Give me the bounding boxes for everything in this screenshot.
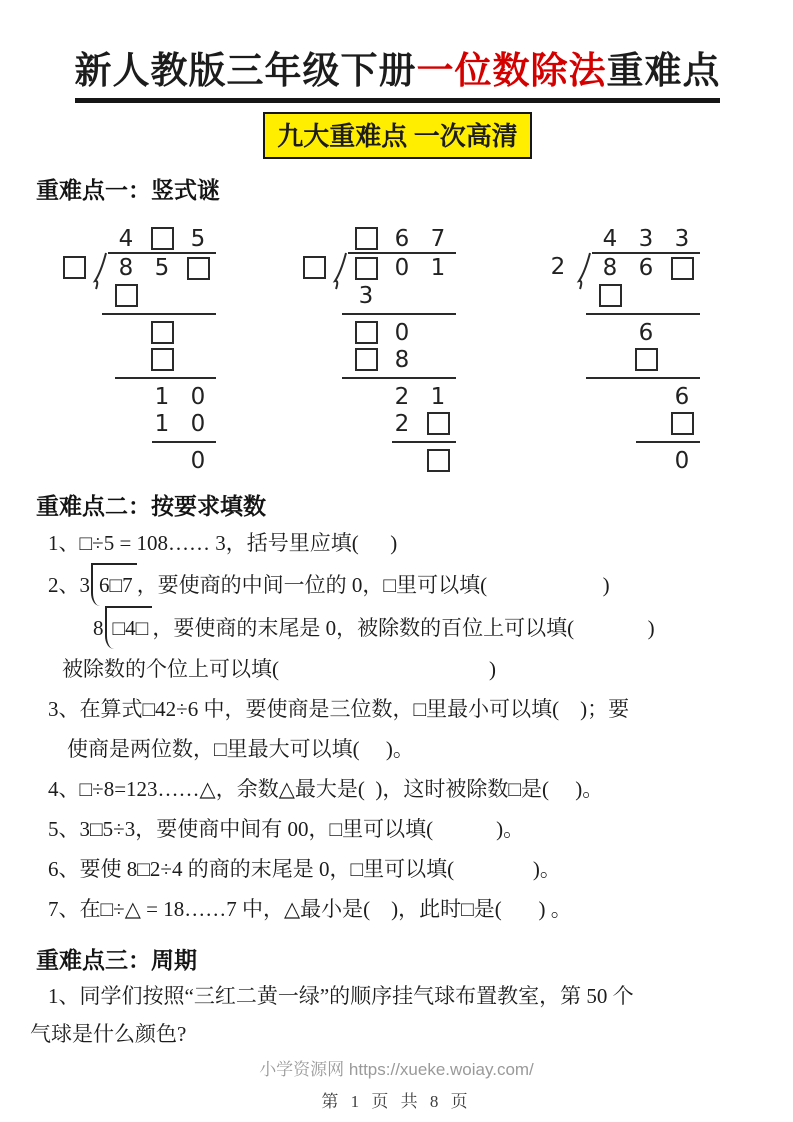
digit-cell [180, 255, 216, 282]
digit-cell [628, 346, 664, 373]
empty-cell [664, 282, 700, 309]
digit-cell: 0 [190, 447, 206, 474]
digit-cell [592, 282, 628, 309]
blank-box [355, 227, 378, 250]
question-text: ，要使商的中间一位的 0，□里可以填( ) [136, 573, 610, 597]
question-line [30, 563, 765, 606]
digit-cell [56, 252, 92, 282]
question-text: 7、在□÷△ = 18……7 中，△最小是( )，此时□是( ) 。 [48, 897, 572, 921]
digit-cell: 1 [154, 383, 170, 410]
digit-cell: 0 [394, 255, 410, 281]
digit-cell: 0 [190, 383, 206, 410]
dividend [592, 252, 700, 282]
work-row [592, 319, 700, 346]
digit-cell: 2 [550, 254, 566, 280]
work-row [108, 346, 216, 373]
work-row [348, 410, 456, 437]
question-text: 2、 [48, 573, 80, 597]
digit-cell: 2 [394, 383, 410, 410]
digit-cell: 1 [154, 410, 170, 437]
rule-line [342, 377, 456, 379]
digit-cell [348, 346, 384, 373]
digit-cell [348, 319, 384, 346]
digit-cell: 7 [430, 225, 446, 252]
question-text: 使商是两位数，□里最大可以填( )。 [67, 737, 414, 761]
division-puzzle [540, 225, 700, 474]
digit-cell: 3 [358, 282, 374, 309]
divisor [56, 252, 92, 282]
blank-box [355, 348, 378, 371]
blank-box [635, 348, 658, 371]
divisor-dividend-row [56, 252, 216, 282]
question-text: 6、要使 8□2÷4 的商的末尾是 0，□里可以填( )。 [48, 857, 561, 881]
question-text: 1、同学们按照“三红二黄一绿”的顺序挂气球布置教室，第 50 个 [48, 984, 634, 1008]
section3-heading: 重难点三：周期 [36, 948, 197, 973]
empty-cell [592, 346, 628, 373]
blank-box [303, 256, 326, 279]
digit-cell: 3 [638, 225, 654, 252]
title-accent: 一位数除法 [416, 51, 607, 92]
digit-cell [348, 225, 384, 252]
divisor-dividend-row [296, 252, 456, 282]
blank-box [427, 412, 450, 435]
digit-cell [664, 410, 700, 437]
question-line [30, 889, 765, 929]
blank-box [355, 257, 378, 280]
empty-cell [384, 282, 420, 309]
digit-cell: 0 [190, 410, 206, 437]
blank-box [671, 257, 694, 280]
empty-cell [108, 383, 144, 410]
empty-cell [420, 346, 456, 373]
empty-cell [180, 346, 216, 373]
blank-box [671, 412, 694, 435]
digit-cell: 6 [394, 225, 410, 252]
digit-cell [348, 255, 384, 282]
empty-cell [628, 447, 664, 474]
digit-cell [664, 255, 700, 282]
digit-cell: 4 [602, 225, 618, 252]
blank-box [599, 284, 622, 307]
work-row [592, 410, 700, 437]
question-text: 4、□÷8=123……△，余数△最大是( )，这时被除数□是( )。 [48, 777, 604, 801]
footer-page-number: 第 1 页 共 8 页 [321, 1092, 472, 1111]
empty-cell [628, 282, 664, 309]
work-row [108, 319, 216, 346]
question-line [30, 977, 765, 1015]
inline-long-division [93, 606, 152, 649]
puzzles-row [30, 225, 765, 475]
division-bracket-icon [576, 252, 592, 282]
blank-box [151, 348, 174, 371]
question-line [30, 523, 765, 563]
digit-cell: 6 [674, 383, 690, 410]
blank-box [151, 227, 174, 250]
title-underline [75, 98, 720, 103]
digit-cell: 4 [118, 225, 134, 252]
page-footer [0, 1055, 793, 1112]
question-text: 被除数的个位上可以填( ) [62, 657, 496, 681]
section1-heading: 重难点一：竖式谜 [36, 178, 220, 203]
digit-cell: 3 [674, 225, 690, 252]
question-line [30, 1015, 765, 1053]
digit-cell: 8 [394, 346, 410, 373]
question-line [30, 769, 765, 809]
work-row [592, 282, 700, 309]
division-bracket [332, 252, 348, 282]
rule-line [102, 313, 216, 315]
divisor-dividend-row [540, 252, 700, 282]
work-row [592, 447, 700, 474]
empty-cell [592, 447, 628, 474]
inline-divisor: 8 [93, 616, 104, 640]
empty-cell [384, 447, 420, 474]
work-row [592, 383, 700, 410]
division-puzzle [56, 225, 216, 474]
inline-divisor: 3 [79, 573, 90, 597]
empty-cell [180, 282, 216, 309]
empty-cell [664, 346, 700, 373]
empty-cell [592, 319, 628, 346]
empty-cell [628, 383, 664, 410]
empty-cell [108, 319, 144, 346]
digit-cell: 1 [430, 255, 446, 281]
blank-box [355, 321, 378, 344]
blank-box [63, 256, 86, 279]
blank-box [151, 321, 174, 344]
empty-cell [420, 319, 456, 346]
rule-line [342, 313, 456, 315]
question-line [30, 729, 765, 769]
question-line [30, 606, 765, 649]
work-row [348, 383, 456, 410]
digit-cell [144, 346, 180, 373]
empty-cell [592, 383, 628, 410]
question-line [30, 809, 765, 849]
rule-line [152, 441, 216, 443]
division-bracket-icon [92, 252, 108, 282]
question-text: 3、在算式□42÷6 中，要使商是三位数，□里最小可以填( )；要 [48, 697, 630, 721]
question-line [30, 849, 765, 889]
digit-cell: 8 [602, 255, 618, 281]
title-part-2: 重难点 [606, 51, 721, 92]
digit-cell [296, 252, 332, 282]
digit-cell: 6 [638, 319, 654, 346]
empty-cell [144, 447, 180, 474]
rule-line [636, 441, 700, 443]
badge-row [30, 112, 765, 159]
question-line [30, 649, 765, 689]
work-row [108, 410, 216, 437]
question-text: 5、3□5÷3，要使商中间有 00，□里可以填( )。 [48, 817, 525, 841]
digit-cell: 1 [430, 383, 446, 410]
highlight-badge: 九大重难点 一次高清 [263, 112, 532, 159]
blank-box [115, 284, 138, 307]
rule-line [392, 441, 456, 443]
empty-cell [108, 447, 144, 474]
divisor [540, 252, 576, 282]
empty-cell [592, 410, 628, 437]
rule-line [586, 313, 700, 315]
digit-cell [144, 225, 180, 252]
rule-line [115, 377, 216, 379]
question-text: 气球是什么颜色? [30, 1022, 187, 1046]
work-row [108, 282, 216, 309]
work-row [348, 447, 456, 474]
work-row [592, 346, 700, 373]
dividend [108, 252, 216, 282]
empty-cell [348, 383, 384, 410]
quotient-row [108, 225, 216, 252]
quotient-row [348, 225, 456, 252]
work-row [348, 319, 456, 346]
division-bracket-icon [332, 252, 348, 282]
work-row [108, 447, 216, 474]
empty-cell [420, 282, 456, 309]
section3-questions [30, 977, 765, 1053]
digit-cell [108, 282, 144, 309]
section2-heading: 重难点二：按要求填数 [36, 494, 266, 519]
division-puzzle [296, 225, 456, 474]
title-part-1: 新人教版三年级下册 [74, 51, 417, 92]
work-row [348, 282, 456, 309]
empty-cell [348, 447, 384, 474]
division-bracket [92, 252, 108, 282]
division-bracket [576, 252, 592, 282]
digit-cell: 2 [394, 410, 410, 437]
digit-cell [420, 410, 456, 437]
empty-cell [348, 410, 384, 437]
digit-cell [144, 319, 180, 346]
inline-dividend: 6□7 [91, 563, 137, 606]
page-title [30, 40, 765, 94]
work-row [108, 383, 216, 410]
question-line [30, 689, 765, 729]
blank-box [427, 449, 450, 472]
empty-cell [108, 410, 144, 437]
empty-cell [144, 282, 180, 309]
inline-dividend: □4□ [105, 606, 153, 649]
digit-cell: 8 [118, 255, 134, 281]
digit-cell: 5 [190, 225, 206, 252]
divisor [296, 252, 332, 282]
empty-cell [180, 319, 216, 346]
empty-cell [628, 410, 664, 437]
inline-long-division [80, 563, 137, 606]
blank-box [187, 257, 210, 280]
digit-cell: 6 [638, 255, 654, 281]
empty-cell [664, 319, 700, 346]
work-row [348, 346, 456, 373]
question-text: 1、□÷5 = 108…… 3，括号里应填( ) [48, 531, 398, 555]
dividend [348, 252, 456, 282]
digit-cell: 0 [674, 447, 690, 474]
digit-cell: 0 [394, 319, 410, 346]
rule-line [586, 377, 700, 379]
empty-cell [108, 346, 144, 373]
digit-cell: 5 [154, 255, 170, 281]
footer-source-link: 小学资源网 https://xueke.woiay.com/ [259, 1060, 534, 1079]
quotient-row [592, 225, 700, 252]
question-text: ，要使商的末尾是 0，被除数的百位上可以填( ) [152, 616, 655, 640]
section2-questions [30, 523, 765, 929]
digit-cell [420, 447, 456, 474]
